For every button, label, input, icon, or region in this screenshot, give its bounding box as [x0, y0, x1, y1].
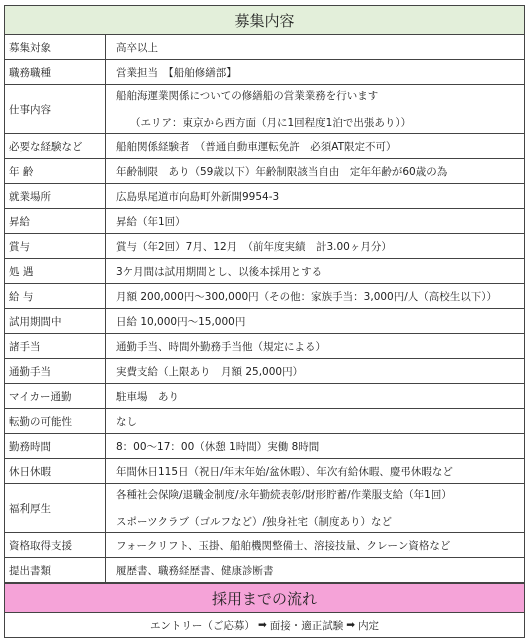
table-row	[5, 209, 524, 234]
row-label: マイカー通勤	[5, 384, 106, 408]
row-value-line: 8：00〜17：00（休憩 1時間）実働 8時間	[116, 440, 320, 453]
row-value	[106, 533, 524, 557]
table-row	[5, 533, 524, 558]
hiring-flow	[5, 613, 524, 637]
table-row	[5, 434, 524, 459]
row-value	[106, 359, 524, 383]
row-value-line: 高卒以上	[116, 41, 158, 54]
row-value-line: 実費支給（上限あり 月額 25,000円）	[116, 365, 304, 378]
row-value-line: 昇給（年1回）	[116, 215, 186, 228]
row-label: 通勤手当	[5, 359, 106, 383]
row-value	[106, 558, 524, 582]
row-label: 福利厚生	[5, 484, 106, 532]
table-row	[5, 284, 524, 309]
arrow-right-icon: ➡	[346, 619, 356, 631]
row-value-line: 日給 10,000円〜15,000円	[116, 315, 246, 328]
row-value	[106, 259, 524, 283]
row-label: 職務職種	[5, 60, 106, 84]
table-row	[5, 384, 524, 409]
row-label: 募集対象	[5, 35, 106, 59]
table-row	[5, 159, 524, 184]
row-value-line: 履歴書、職務経歴書、健康診断書	[116, 564, 274, 577]
row-value-line: 賞与（年2回）7月、12月 （前年度実績 計3.00ヶ月分）	[116, 240, 392, 253]
table-row	[5, 234, 524, 259]
row-label: 転勤の可能性	[5, 409, 106, 433]
row-label: 勤務時間	[5, 434, 106, 458]
table-row	[5, 134, 524, 159]
row-value	[106, 484, 524, 532]
row-value-line: 年齢制限 あり（59歳以下）年齢制限該当自由 定年年齢が60歳の為	[116, 165, 448, 178]
row-label: 賞与	[5, 234, 106, 258]
row-value-line: スポーツクラブ（ゴルフなど）/独身社宅（制度あり）など	[116, 516, 393, 528]
row-label: 資格取得支援	[5, 533, 106, 557]
row-value	[106, 459, 524, 483]
table-row	[5, 35, 524, 60]
row-value-line: 各種社会保険/退職金制度/永年勤続表彰/財形貯蓄/作業服支給（年1回）	[116, 489, 452, 501]
row-value-line: なし	[116, 415, 137, 428]
row-value	[106, 284, 524, 308]
row-value-line: フォークリフト、玉掛、船舶機関整備士、溶接技量、クレーン資格など	[116, 539, 451, 552]
section-title-recruitment: 募集内容	[5, 6, 524, 35]
table-row	[5, 184, 524, 209]
table-row	[5, 259, 524, 284]
row-value	[106, 384, 524, 408]
row-label: 必要な経験など	[5, 134, 106, 158]
row-value	[106, 209, 524, 233]
row-value-line: 船舶関係経験者 （普通自動車運転免許 必須AT限定不可）	[116, 140, 397, 153]
row-label: 処 遇	[5, 259, 106, 283]
row-label: 提出書類	[5, 558, 106, 582]
arrow-right-icon: ➡	[257, 619, 267, 631]
row-label: 仕事内容	[5, 85, 106, 133]
table-row	[5, 85, 524, 134]
row-label: 就業場所	[5, 184, 106, 208]
table-row	[5, 409, 524, 434]
row-value	[106, 184, 524, 208]
row-value	[106, 85, 524, 133]
table-row	[5, 459, 524, 484]
row-value	[106, 159, 524, 183]
row-value-line: 3ケ月間は試用期間とし、以後本採用とする	[116, 265, 323, 278]
row-value-line: （エリア：東京から西方面（月に1回程度1泊で出張あり））	[130, 117, 412, 129]
row-value	[106, 409, 524, 433]
row-value	[106, 134, 524, 158]
row-label: 給 与	[5, 284, 106, 308]
row-label: 試用期間中	[5, 309, 106, 333]
row-value-line: 広島県尾道市向島町外新開9954-3	[116, 190, 280, 203]
row-label: 諸手当	[5, 334, 106, 358]
table-row	[5, 334, 524, 359]
row-value	[106, 434, 524, 458]
row-label: 昇給	[5, 209, 106, 233]
row-label: 休日休暇	[5, 459, 106, 483]
recruitment-table	[5, 35, 524, 583]
row-value-line: 通勤手当、時間外勤務手当他（規定による）	[116, 340, 326, 353]
row-value-line: 船舶海運業関係についての修繕船の営業業務を行います	[116, 90, 379, 102]
section-title-flow: 採用までの流れ	[5, 583, 524, 613]
row-label: 年 齢	[5, 159, 106, 183]
table-row	[5, 309, 524, 334]
table-row	[5, 359, 524, 384]
row-value-line: 月額 200,000円〜300,000円（その他：家族手当：3,000円/人（高校生以下））	[116, 290, 498, 303]
flow-step-offer: 内定	[358, 619, 380, 632]
recruitment-sheet	[4, 5, 525, 638]
row-value	[106, 234, 524, 258]
table-row	[5, 60, 524, 85]
table-row	[5, 558, 524, 583]
flow-step-interview: 面接・適正試験	[269, 619, 344, 632]
row-value	[106, 60, 524, 84]
row-value-line: 駐車場 あり	[116, 390, 179, 403]
flow-step-entry: エントリー（ご応募）	[149, 619, 255, 632]
row-value-line: 営業担当 【船舶修繕部】	[116, 66, 237, 79]
row-value	[106, 334, 524, 358]
table-row	[5, 484, 524, 533]
row-value	[106, 35, 524, 59]
row-value	[106, 309, 524, 333]
row-value-line: 年間休日115日（祝日/年末年始/盆休暇）、年次有給休暇、慶弔休暇など	[116, 465, 453, 478]
